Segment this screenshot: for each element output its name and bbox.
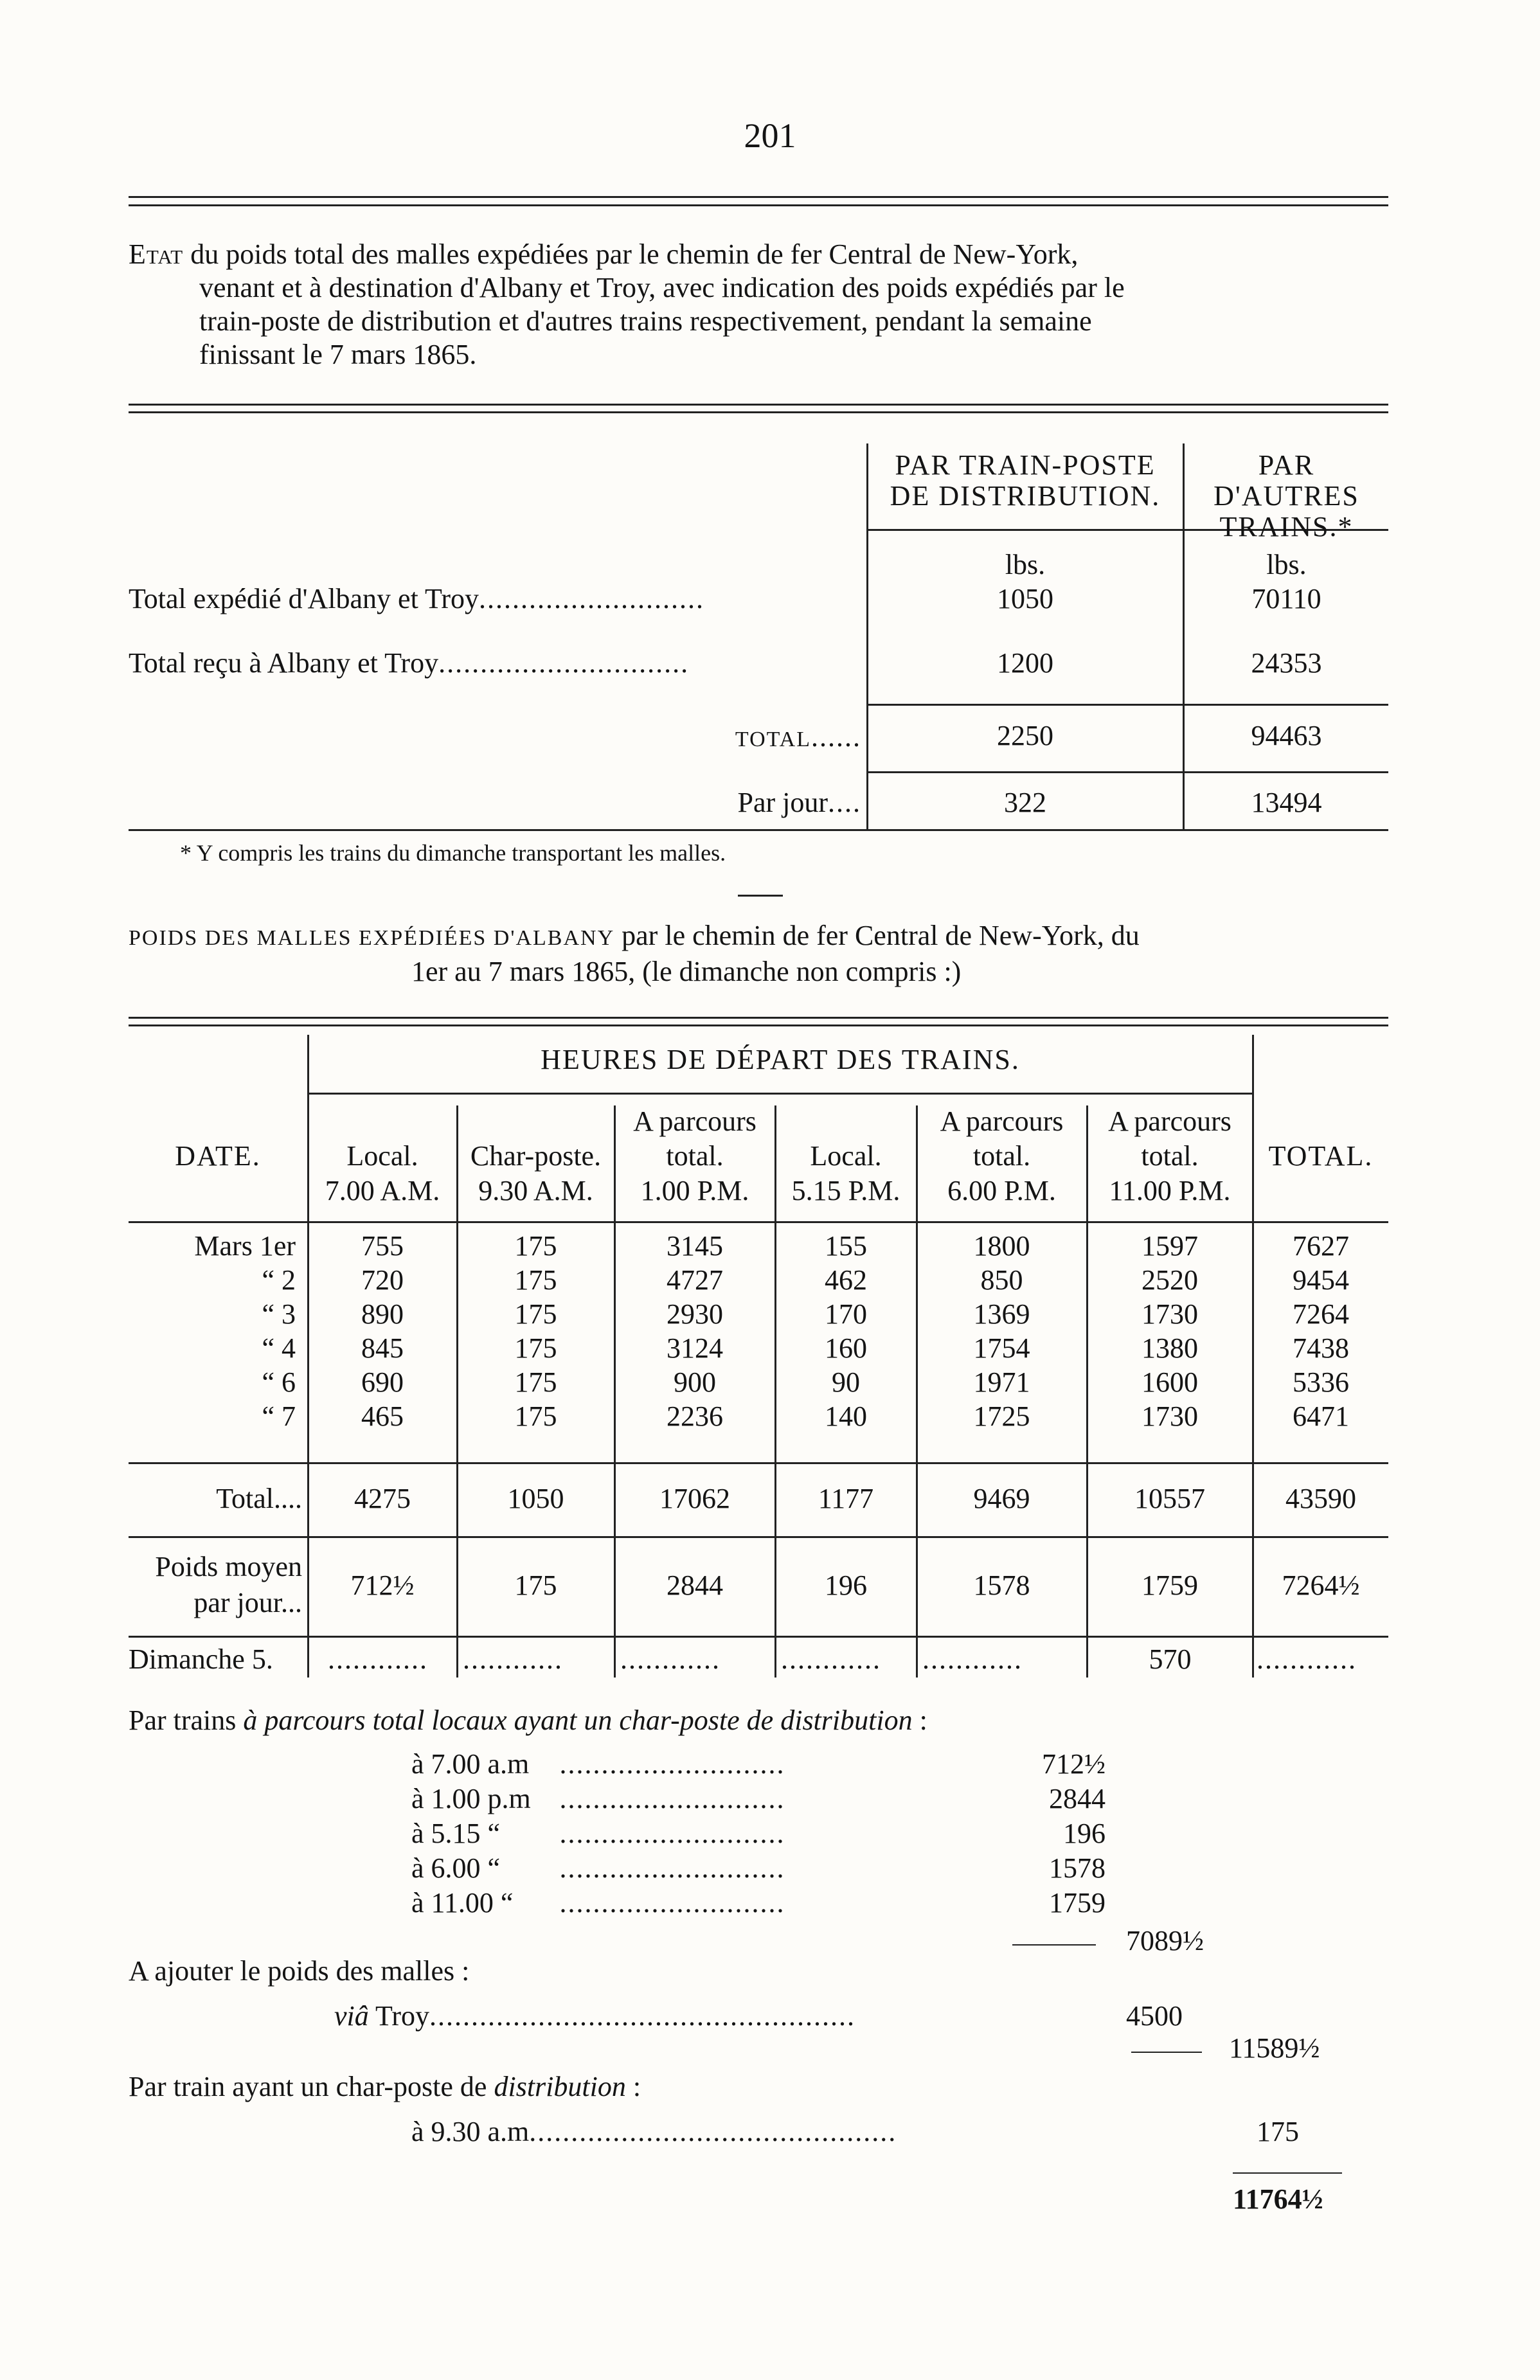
table2-total-bottom <box>129 1536 1388 1538</box>
leader-dots: ................................................... <box>429 2000 855 2032</box>
avg-cell: 2844 <box>667 1570 723 1601</box>
column-header-line2: total. <box>972 1140 1031 1172</box>
time: 7.00 a.m <box>431 1748 530 1780</box>
leader-dots: .... <box>828 787 861 818</box>
avg-total-cell: 7264½ <box>1282 1570 1360 1601</box>
table-cell: 1725 <box>973 1400 1030 1432</box>
column-header-line2: Local. <box>346 1140 418 1172</box>
col-header-other-trains <box>1185 450 1388 542</box>
table1-sum-line <box>866 771 1388 773</box>
avg-row-label <box>129 1549 302 1621</box>
total-cell: 9469 <box>973 1483 1030 1514</box>
grand-total: 11764½ <box>1233 2183 1323 2215</box>
table-cell: 1800 <box>973 1230 1030 1262</box>
date-cell: “ 2 <box>262 1264 296 1296</box>
table1-caption <box>129 238 1388 371</box>
table1-total-label <box>578 720 861 757</box>
char-value: 175 <box>1257 2116 1299 2147</box>
date-cell: Mars 1er <box>194 1230 296 1262</box>
table-cell: 850 <box>980 1264 1023 1296</box>
leader-dots: ............ <box>922 1643 1023 1675</box>
header-line: DE DISTRIBUTION. <box>890 480 1161 512</box>
label-line: Poids moyen <box>155 1551 302 1582</box>
table-cell: 1754 <box>973 1332 1030 1364</box>
table-cell: 2520 <box>1142 1264 1198 1296</box>
avg-cell: 175 <box>514 1570 557 1601</box>
summary-item-value: 196 <box>1063 1818 1106 1849</box>
label-text: : <box>625 2071 641 2102</box>
row-total-cell: 6471 <box>1293 1400 1349 1432</box>
column-header-line1: A parcours <box>940 1105 1064 1137</box>
summary-item-value: 1759 <box>1049 1887 1106 1919</box>
column-header-time: 7.00 A.M. <box>325 1175 440 1206</box>
table-cell: 1380 <box>1142 1332 1198 1364</box>
date-cell: “ 3 <box>262 1298 296 1330</box>
time: 5.15 “ <box>431 1818 501 1849</box>
table-cell: 900 <box>674 1366 716 1398</box>
summary-item-line <box>411 1747 1028 1782</box>
caption-line: venant et à destination d'Albany et Troy, avec indication des poids expédiés par le <box>199 272 1125 303</box>
table-cell: 690 <box>361 1366 404 1398</box>
avg-cell: 1578 <box>973 1570 1030 1601</box>
sunday-value: 570 <box>1149 1643 1192 1675</box>
table-cell: 175 <box>514 1366 557 1398</box>
table-cell: 462 <box>825 1264 867 1296</box>
table-cell: 175 <box>514 1230 557 1262</box>
prefix: à <box>411 1818 424 1849</box>
table-cell: 90 <box>832 1366 860 1398</box>
table-cell: 1600 <box>1142 1366 1198 1398</box>
table-cell: 1971 <box>973 1366 1030 1398</box>
heading-text: : <box>912 1704 927 1736</box>
table2-caption <box>129 919 1388 989</box>
column-header-time: 5.15 P.M. <box>791 1175 900 1206</box>
leader-dots: ............ <box>328 1643 428 1675</box>
prefix: à <box>411 2116 424 2147</box>
header-line: TRAINS.* <box>1219 511 1354 542</box>
table2-rule <box>129 1024 1388 1026</box>
table-cell: 1730 <box>1142 1298 1198 1330</box>
date-cell: “ 4 <box>262 1332 296 1364</box>
value: 13494 <box>1251 787 1322 818</box>
table2-data-bottom <box>129 1462 1388 1464</box>
table2-header-bottom <box>129 1221 1388 1223</box>
column-header-line2: total. <box>1141 1140 1199 1172</box>
section-separator <box>738 895 783 897</box>
header-line: PAR TRAIN-POSTE <box>895 449 1156 481</box>
via-line <box>334 1999 1106 2034</box>
total-cell: 1177 <box>818 1483 874 1514</box>
header-line: PAR D'AUTRES <box>1213 449 1359 512</box>
leader-dots: ........................... <box>559 1887 785 1919</box>
total-cell: 17062 <box>659 1483 730 1514</box>
heading-italic: à parcours total locaux ayant un char-poste de distribution <box>243 1704 913 1736</box>
table1-row-label <box>129 582 861 616</box>
total-row-label: Total.... <box>216 1483 302 1514</box>
table-cell: 2236 <box>667 1400 723 1432</box>
table2-rule <box>129 1017 1388 1019</box>
table-cell: 845 <box>361 1332 404 1364</box>
via-place: Troy <box>375 2000 429 2032</box>
leader-dots: ........................... <box>559 1852 785 1884</box>
group-header: HEURES DE DÉPART DES TRAINS. <box>541 1044 1020 1075</box>
total-cell: 10557 <box>1134 1483 1205 1514</box>
time: 11.00 “ <box>431 1887 514 1919</box>
group-header-line <box>307 1093 1252 1095</box>
value: 70110 <box>1251 583 1321 614</box>
leader-dots: ........................... <box>559 1783 785 1814</box>
caption-text: par le chemin de fer Central de New-York, du <box>622 920 1140 951</box>
subtotal1: 7089½ <box>1126 1925 1204 1956</box>
row-label: Par jour <box>737 787 828 818</box>
label-text: Par train ayant un char-poste de <box>129 2071 494 2102</box>
time: 6.00 “ <box>431 1852 501 1884</box>
summary-item-value: 1578 <box>1049 1852 1106 1884</box>
label-italic: distribution <box>494 2071 626 2102</box>
row-label: Total reçu à Albany et Troy <box>129 647 439 679</box>
table-cell: 160 <box>825 1332 867 1364</box>
time: 1.00 p.m <box>431 1783 531 1814</box>
sunday-label: Dimanche 5. <box>129 1643 273 1675</box>
char-label <box>129 2070 641 2104</box>
table1-row-label <box>129 646 861 681</box>
leader-dots: ........................... <box>559 1818 785 1849</box>
table-cell: 2930 <box>667 1298 723 1330</box>
column-header-line2: Char-poste. <box>470 1140 602 1172</box>
table-cell: 890 <box>361 1298 404 1330</box>
table-cell: 140 <box>825 1400 867 1432</box>
summary-item-line <box>411 1782 1028 1816</box>
table-cell: 175 <box>514 1264 557 1296</box>
caption-smallcaps: POIDS DES MALLES EXPÉDIÉES D'ALBANY <box>129 926 615 950</box>
row-label: TOTAL <box>735 728 811 751</box>
subtotal-rule <box>1012 1944 1096 1946</box>
table1-bottom-line <box>129 829 1388 831</box>
prefix: à <box>411 1783 424 1814</box>
date-cell: “ 6 <box>262 1366 296 1398</box>
row-total-cell: 7627 <box>1293 1230 1349 1262</box>
table-cell: 1369 <box>973 1298 1030 1330</box>
grand-total-cell: 43590 <box>1285 1483 1356 1514</box>
leader-dots: ........................... <box>479 583 704 614</box>
table2-avg-bottom <box>129 1636 1388 1638</box>
summary-item-line <box>411 1816 1028 1851</box>
unit-lbs: lbs. <box>1005 549 1046 580</box>
table-cell: 175 <box>514 1332 557 1364</box>
table-cell: 1730 <box>1142 1400 1198 1432</box>
table1-rule <box>129 411 1388 413</box>
prefix: à <box>411 1748 424 1780</box>
value: 1050 <box>997 583 1053 614</box>
header-rule <box>129 204 1388 206</box>
time: 9.30 a.m <box>431 2116 530 2147</box>
value: 24353 <box>1251 647 1322 679</box>
table-cell: 720 <box>361 1264 404 1296</box>
summary-item-line <box>411 1851 1028 1886</box>
value: 94463 <box>1251 720 1322 751</box>
table-cell: 4727 <box>667 1264 723 1296</box>
table-cell: 465 <box>361 1400 404 1432</box>
heading-text: Par trains <box>129 1704 244 1736</box>
table-cell: 170 <box>825 1298 867 1330</box>
char-line <box>411 2115 1106 2149</box>
row-label: Total expédié d'Albany et Troy <box>129 583 479 614</box>
unit-lbs: lbs. <box>1266 549 1307 580</box>
total-cell: 1050 <box>507 1483 564 1514</box>
header-rule <box>129 196 1388 198</box>
column-header-time: 6.00 P.M. <box>947 1175 1056 1206</box>
caption-text: du poids total des malles expédiées par le chemin de fer Central de New-York, <box>190 238 1079 270</box>
column-header-time: 1.00 P.M. <box>640 1175 749 1206</box>
table-cell: 755 <box>361 1230 404 1262</box>
summary-item-value: 2844 <box>1049 1783 1106 1814</box>
avg-cell: 712½ <box>350 1570 415 1601</box>
avg-cell: 196 <box>825 1570 867 1601</box>
subtotal2: 11589½ <box>1229 2032 1320 2064</box>
table1-rule <box>129 404 1388 406</box>
page-number: 201 <box>744 116 796 155</box>
table1-perday-label <box>578 785 861 820</box>
column-header-line1: A parcours <box>1108 1105 1231 1137</box>
value: 1200 <box>997 647 1053 679</box>
caption-line: train-poste de distribution et d'autres trains respectivement, pendant la semaine <box>199 305 1092 337</box>
summary-heading <box>129 1703 927 1738</box>
column-header-line2: Local. <box>810 1140 882 1172</box>
leader-dots: ............................................ <box>529 2116 897 2147</box>
value: 2250 <box>997 720 1053 751</box>
date-header: DATE. <box>175 1140 261 1172</box>
leader-dots: ............ <box>1257 1643 1357 1675</box>
row-total-cell: 7264 <box>1293 1298 1349 1330</box>
leader-dots: .............................. <box>438 647 690 679</box>
table-cell: 155 <box>825 1230 867 1262</box>
table-cell: 3145 <box>667 1230 723 1262</box>
value: 322 <box>1004 787 1046 818</box>
row-total-cell: 9454 <box>1293 1264 1349 1296</box>
leader-dots: ............ <box>781 1643 881 1675</box>
column-header-line1: A parcours <box>633 1105 757 1137</box>
via-italic: viâ <box>334 2000 369 2032</box>
avg-cell: 1759 <box>1142 1570 1198 1601</box>
leader-dots: ........................... <box>559 1748 785 1780</box>
prefix: à <box>411 1852 424 1884</box>
total-header: TOTAL. <box>1268 1140 1374 1172</box>
leader-dots: ............ <box>463 1643 563 1675</box>
row-total-cell: 7438 <box>1293 1332 1349 1364</box>
caption-line: finissant le 7 mars 1865. <box>199 339 477 370</box>
summary-item-line <box>411 1886 1028 1920</box>
table-cell: 175 <box>514 1400 557 1432</box>
col-header-distribution <box>868 450 1183 512</box>
row-total-cell: 5336 <box>1293 1366 1349 1398</box>
prefix: à <box>411 1887 424 1919</box>
table1-sum-line <box>866 704 1388 706</box>
total-cell: 4275 <box>354 1483 411 1514</box>
via-value: 4500 <box>1126 2000 1183 2032</box>
table-cell: 1597 <box>1142 1230 1198 1262</box>
add-label: A ajouter le poids des malles : <box>129 1955 470 1987</box>
table-cell: 3124 <box>667 1332 723 1364</box>
summary-item-value: 712½ <box>1042 1748 1106 1780</box>
leader-dots: ...... <box>811 721 861 753</box>
column-header-line2: total. <box>666 1140 724 1172</box>
subtotal-rule <box>1131 2052 1202 2053</box>
table-cell: 175 <box>514 1298 557 1330</box>
grand-total-rule <box>1233 2172 1342 2174</box>
label-line: par jour... <box>193 1587 302 1618</box>
column-header-time: 11.00 P.M. <box>1109 1175 1231 1206</box>
caption-line: 1er au 7 mars 1865, (le dimanche non compris :) <box>411 956 962 987</box>
caption-lead: Etat <box>129 238 184 270</box>
leader-dots: ............ <box>620 1643 721 1675</box>
table1-footnote: * Y compris les trains du dimanche transportant les malles. <box>180 840 726 866</box>
date-cell: “ 7 <box>262 1400 296 1432</box>
column-header-time: 9.30 A.M. <box>478 1175 593 1206</box>
